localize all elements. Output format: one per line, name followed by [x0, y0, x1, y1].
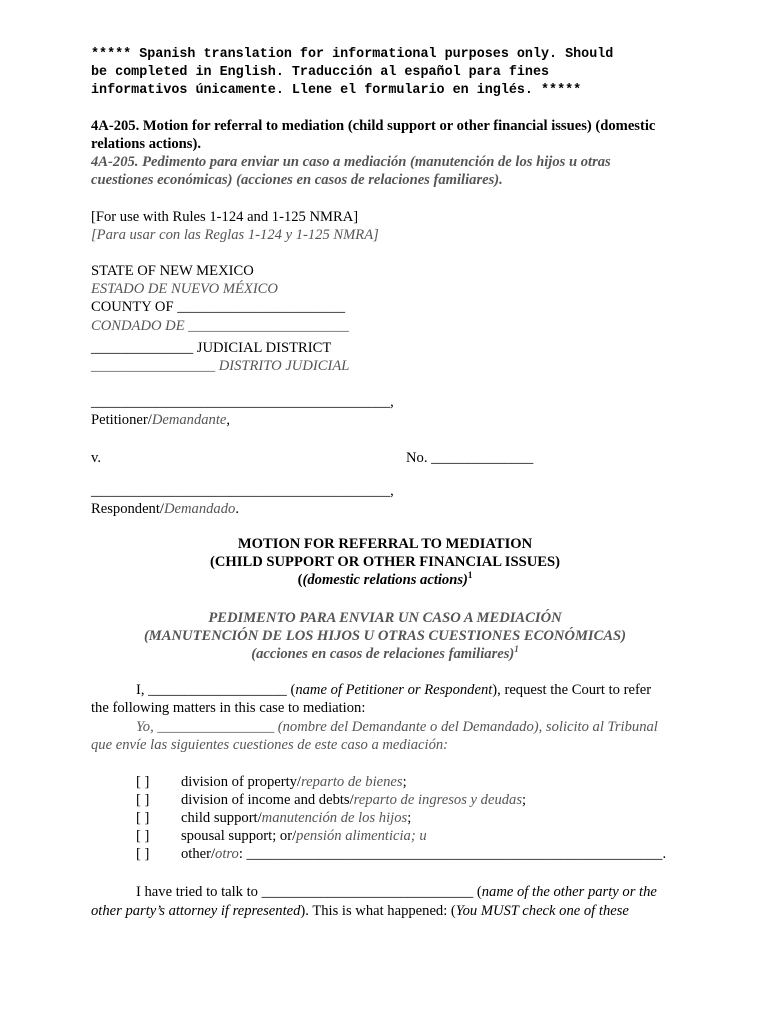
request-text: ), request the Court to refer: [492, 682, 652, 698]
versus: v.: [91, 450, 101, 466]
item-es: reparto de bienes: [300, 774, 403, 790]
petitioner-label: [91, 411, 230, 429]
punctuation: ,: [226, 412, 231, 428]
item-en: division of income and debts/: [181, 792, 354, 808]
heading-es-line2: (MANUTENCIÓN DE LOS HIJOS U OTRAS CUESTIONES ECONÓMICAS): [143, 628, 627, 644]
district-es: _________________ DISTRITO JUDICIAL: [91, 358, 350, 374]
checkbox[interactable]: [ ]: [136, 846, 150, 862]
tried-text: You MUST check one of these: [455, 903, 629, 919]
tried-text: ). This is what happened: (: [300, 903, 456, 919]
tried-text: other party’s attorney if represented: [91, 903, 301, 919]
county-en: COUNTY OF _______________________: [91, 299, 346, 315]
checklist-item: [181, 773, 407, 791]
request-text: name of Petitioner or Respondent: [295, 682, 493, 698]
notice-line: be completed in English. Traducción al español para fines: [91, 65, 550, 81]
checkbox[interactable]: [ ]: [136, 828, 150, 844]
heading-en-subtitle: (domestic relations actions): [302, 572, 468, 588]
checkbox[interactable]: [ ]: [136, 774, 150, 790]
rules-es: [Para usar con las Reglas 1-124 y 1-125 NMRA]: [91, 227, 379, 243]
rules-en: [For use with Rules 1-124 and 1-125 NMRA]: [91, 209, 359, 225]
checklist-item: [181, 809, 411, 827]
heading-en-line1: MOTION FOR REFERRAL TO MEDIATION: [237, 536, 533, 552]
item-es: otro: [215, 846, 239, 862]
county-es: CONDADO DE ______________________: [91, 318, 349, 334]
checklist-item: [181, 791, 526, 809]
tried-line1: [136, 883, 657, 901]
heading-es-subtitle: (acciones en casos de relaciones familiares): [251, 646, 515, 662]
respondent-name-line: _________________________________________,: [91, 483, 394, 499]
petitioner-label-en: Petitioner/: [91, 412, 152, 428]
punctuation: : _________________________________________________________.: [238, 846, 667, 862]
notice-line: ***** Spanish translation for informational purposes only. Should: [91, 47, 614, 62]
translation-notice: [91, 46, 691, 101]
petitioner-label-es: Demandante: [151, 412, 227, 428]
tried-line2: [91, 902, 629, 920]
heading-en-line3: ((domestic relations actions)$^1$: [297, 570, 473, 588]
form-title-en: relations actions).: [91, 136, 201, 152]
request-text: I, ___________________ (: [136, 682, 296, 698]
heading-es-line1: PEDIMENTO PARA ENVIAR UN CASO A MEDIACIÓN: [208, 610, 562, 626]
district-en: ______________ JUDICIAL DISTRICT: [91, 340, 332, 356]
petitioner-name-line: _________________________________________,: [91, 394, 394, 410]
respondent-label-es: Demandado: [163, 501, 236, 517]
item-en: other/: [181, 846, 216, 862]
item-es: pensión alimenticia; u: [296, 828, 427, 844]
punctuation: .: [235, 501, 239, 517]
state-es: ESTADO DE NUEVO MÉXICO: [91, 281, 278, 297]
case-number: No. ______________: [406, 450, 534, 466]
item-en: child support/: [181, 810, 262, 826]
item-es: manutención de los hijos: [261, 810, 408, 826]
item-es: reparto de ingresos y deudas: [353, 792, 523, 808]
checklist-item: [181, 845, 666, 863]
item-en: spousal support; or/: [181, 828, 297, 844]
request-es-line1: Yo, ________________ (nombre del Demandante o del Demandado), solicito al Tribunal: [136, 719, 658, 735]
checklist-item: [181, 827, 427, 845]
form-title-es: cuestiones económicas) (acciones en casos de relaciones familiares).: [91, 172, 503, 188]
form-title-es: 4A-205. Pedimento para enviar un caso a mediación (manutención de los hijos u otras: [91, 154, 611, 170]
request-en-line1: [136, 681, 651, 699]
tried-text: I have tried to talk to _____________________________ (: [136, 884, 482, 900]
footnote-marker: 1: [467, 570, 473, 580]
heading-en-line2: (CHILD SUPPORT OR OTHER FINANCIAL ISSUES): [210, 554, 560, 570]
checkbox[interactable]: [ ]: [136, 810, 150, 826]
state-en: STATE OF NEW MEXICO: [91, 263, 254, 279]
punctuation: ;: [407, 810, 412, 826]
request-en-line2: the following matters in this case to mediation:: [91, 700, 366, 716]
punctuation: ;: [522, 792, 527, 808]
notice-line: informativos únicamente. Llene el formulario en inglés. *****: [91, 83, 582, 99]
respondent-label: [91, 500, 239, 518]
heading-es-line3: [0, 645, 770, 663]
item-en: division of property/: [181, 774, 301, 790]
checkbox[interactable]: [ ]: [136, 792, 150, 808]
tried-text: name of the other party or the: [481, 884, 657, 900]
form-title-en: 4A-205. Motion for referral to mediation (child support or other financial issues) (domestic: [91, 118, 656, 134]
footnote-marker: 1: [514, 644, 519, 654]
request-es-line2: que envíe las siguientes cuestiones de este caso a mediación:: [91, 737, 449, 753]
respondent-label-en: Respondent/: [91, 501, 164, 517]
punctuation: ;: [402, 774, 407, 790]
